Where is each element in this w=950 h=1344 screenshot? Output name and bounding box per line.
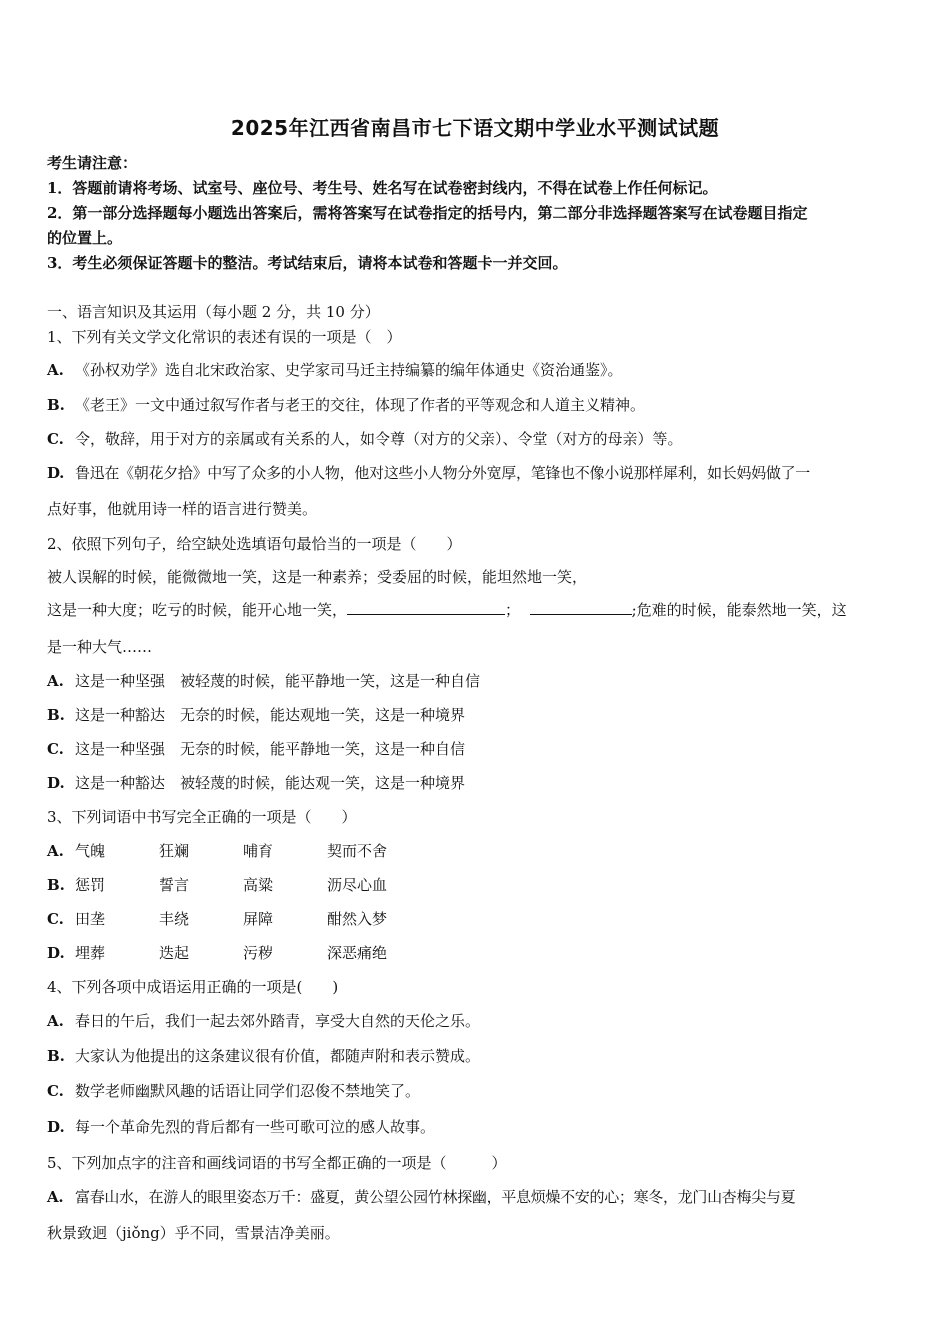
word: 迭起 [159,944,190,962]
option-label: C. [47,1082,64,1100]
passage-text: ； [505,601,521,619]
option-text: 春日的午后，我们一起去郊外踏青，享受大自然的天伦之乐。 [75,1012,481,1030]
passage-text: 这是一种大度；吃亏的时候，能开心地一笑， [47,601,348,619]
q4-option-c [47,1080,907,1101]
option-label: A. [47,672,64,690]
word: 狂斓 [159,842,190,860]
option-text: 《老王》一文中通过叙写作者与老王的交往，体现了作者的平等观念和人道主义精神。 [75,396,646,414]
word: 屏障 [243,910,274,928]
q5-option-a [47,1186,907,1207]
option-text: 《孙权劝学》选自北宋政治家、史学家司马迁主持编纂的编年体通史《资治通鉴》。 [75,361,623,379]
word: 田垄 [75,910,106,928]
option-text: 大家认为他提出的这条建议很有价值，都随声附和表示赞成。 [75,1047,481,1065]
page-title: 2025年江西省南昌市七下语文期中学业水平测试试题 [230,116,720,140]
word: 沥尽心血 [327,876,388,894]
q1-stem: 1、下列有关文学文化常识的表述有误的一项是（ ） [47,328,402,346]
option-label: A. [47,361,64,379]
q2-passage-line-1: 被人误解的时候，能微微地一笑，这是一种素养；受委屈的时候，能坦然地一笑， [47,568,588,586]
option-text: 这是一种豁达 无奈的时候，能达观地一笑，这是一种境界 [75,706,466,724]
notice-item-1: 1．答题前请将考场、试室号、座位号、考生号、姓名写在试卷密封线内，不得在试卷上作任何标记。 [47,179,718,197]
q1-option-c [47,428,907,449]
option-text: 鲁迅在《朝花夕拾》中写了众多的小人物，他对这些小人物分外宽厚，笔锋也不像小说那样犀利，如长妈妈做了一 [75,464,811,482]
q1-option-d-cont: 点好事，他就用诗一样的语言进行赞美。 [47,500,318,518]
notice-item-3: 3．考生必须保证答题卡的整洁。考试结束后，请将本试卷和答题卡一并交回。 [47,254,568,272]
option-label: A. [47,1012,64,1030]
q5-option-a-cont: 秋景致迥（jiǒng）乎不同，雪景洁净美丽。 [47,1224,340,1242]
q3-option-c [47,908,907,929]
q5-stem: 5、下列加点字的注音和画线词语的书写全都正确的一项是（ ） [47,1154,507,1172]
option-label: D. [47,774,65,792]
word: 契而不舍 [327,842,388,860]
q4-option-d [47,1116,907,1137]
option-text: 令，敬辞，用于对方的亲属或有关系的人，如令尊（对方的父亲）、令堂（对方的母亲）等。 [75,430,683,448]
option-text: 富春山水，在游人的眼里姿态万千：盛夏，黄公望公园竹林探幽，平息烦燥不安的心；寒冬，龙门山杏梅尖与夏 [75,1188,796,1206]
q2-option-c [47,738,907,759]
passage-text: ;危难的时候，能泰然地一笑，这 [631,601,847,619]
option-label: C. [47,910,64,928]
option-label: C. [47,740,64,758]
answer-blank-2 [530,600,632,615]
q2-stem: 2、依照下列句子，给空缺处选填语句最恰当的一项是（ ） [47,535,462,553]
notice-item-2-cont: 的位置上。 [47,229,123,247]
word: 哺育 [243,842,274,860]
option-label: B. [47,706,65,724]
q3-option-b [47,874,907,895]
q3-stem: 3、下列词语中书写完全正确的一项是（ ） [47,808,357,826]
q2-option-d [47,772,907,793]
option-label: D. [47,1118,65,1136]
q3-option-a [47,840,907,861]
option-label: D. [47,464,65,482]
word: 埋葬 [75,944,106,962]
word: 气魄 [75,842,106,860]
q2-passage-line-3: 是一种大气…… [47,638,153,656]
notice-item-2: 2．第一部分选择题每小题选出答案后，需将答案写在试卷指定的括号内，第二部分非选择题答案写在试卷题目指定 [47,204,808,222]
option-label: B. [47,396,65,414]
option-text: 这是一种坚强 无奈的时候，能平静地一笑，这是一种自信 [75,740,466,758]
option-label: D. [47,944,65,962]
option-label: B. [47,1047,65,1065]
word: 誓言 [159,876,190,894]
option-text: 这是一种豁达 被轻蔑的时候，能达观一笑，这是一种境界 [75,774,466,792]
notice-heading: 考生请注意： [47,154,138,172]
q2-option-b [47,704,907,725]
word: 污秽 [243,944,274,962]
q4-stem: 4、下列各项中成语运用正确的一项是( ) [47,978,339,996]
q3-option-d [47,942,907,963]
word: 丰绕 [159,910,190,928]
q2-passage-line-2 [47,599,907,620]
option-label: B. [47,876,65,894]
q4-option-b [47,1045,907,1066]
q1-option-d [47,462,907,483]
q1-option-b [47,394,907,415]
option-label: A. [47,842,64,860]
word: 惩罚 [75,876,106,894]
option-text: 这是一种坚强 被轻蔑的时候，能平静地一笑，这是一种自信 [75,672,481,690]
option-label: C. [47,430,64,448]
option-text: 每一个革命先烈的背后都有一些可歌可泣的感人故事。 [75,1118,436,1136]
q2-option-a [47,670,907,691]
answer-blank-1 [347,600,505,615]
word: 高粱 [243,876,274,894]
option-label: A. [47,1188,64,1206]
option-text: 数学老师幽默风趣的话语让同学们忍俊不禁地笑了。 [75,1082,421,1100]
q1-option-a [47,359,907,380]
q4-option-a [47,1010,907,1031]
word: 深恶痛绝 [327,944,388,962]
section-heading: 一、语言知识及其运用（每小题 2 分，共 10 分） [47,303,380,321]
word: 酣然入梦 [327,910,388,928]
